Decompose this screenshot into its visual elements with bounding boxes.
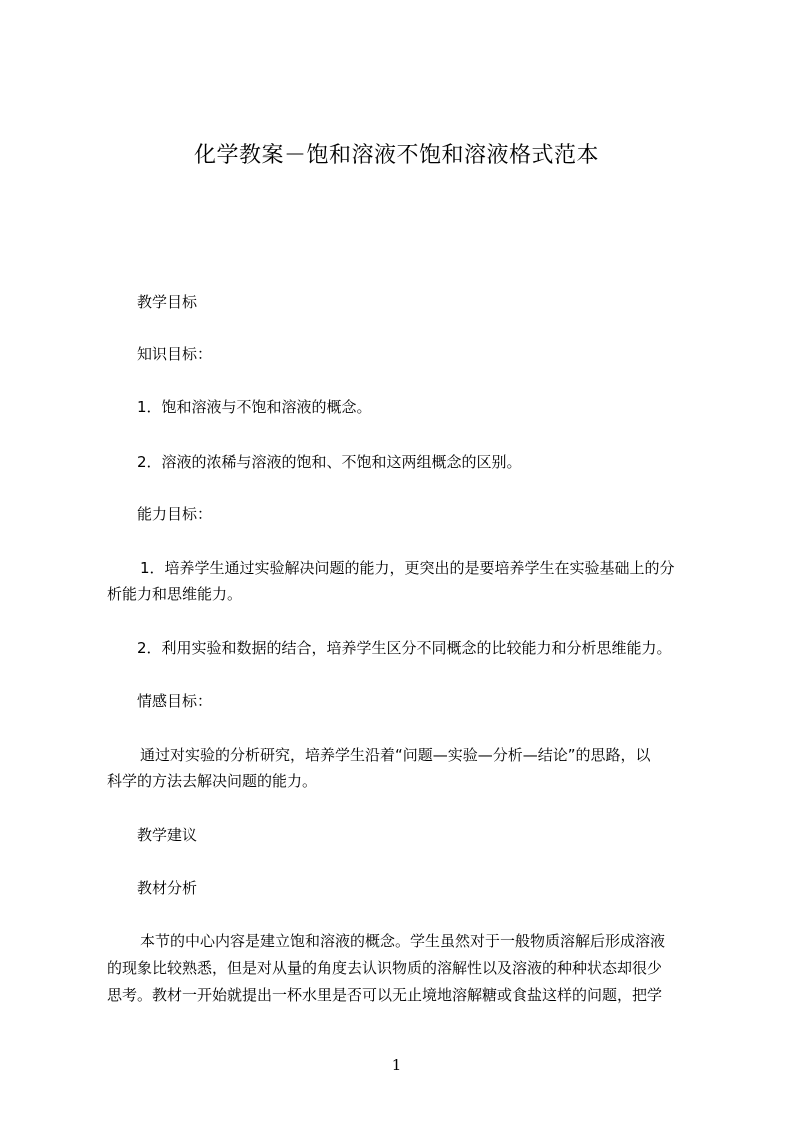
- emotional-paragraph-line-1: 通过对实验的分析研究，培养学生沿着“问题—实验—分析—结论”的思路，以: [140, 746, 651, 764]
- knowledge-item-1: 1．饱和溶液与不饱和溶液的概念。: [137, 398, 372, 416]
- document-title: 化学教案－饱和溶液不饱和溶液格式范本: [193, 143, 599, 168]
- emotional-paragraph-line-2: 科学的方法去解决问题的能力。: [107, 772, 318, 790]
- analysis-paragraph-line-3: 思考。教材一开始就提出一杯水里是否可以无止境地溶解糖或食盐这样的问题，把学: [107, 986, 663, 1004]
- heading-emotional-objectives: 情感目标：: [137, 692, 213, 710]
- page-number: 1: [391, 1056, 402, 1074]
- heading-teaching-objectives: 教学目标: [137, 293, 198, 311]
- heading-teaching-suggestions: 教学建议: [137, 826, 198, 844]
- heading-textbook-analysis: 教材分析: [137, 879, 198, 897]
- heading-ability-objectives: 能力目标：: [137, 505, 213, 523]
- knowledge-item-2: 2．溶液的浓稀与溶液的饱和、不饱和这两组概念的区别。: [137, 453, 522, 471]
- analysis-paragraph-line-2: 的现象比较熟悉，但是对从量的角度去认识物质的溶解性以及溶液的种种状态却很少: [107, 959, 663, 977]
- heading-knowledge-objectives: 知识目标：: [137, 345, 213, 363]
- analysis-paragraph-line-1: 本节的中心内容是建立饱和溶液的概念。学生虽然对于一般物质溶解后形成溶液: [140, 932, 666, 950]
- ability-item-1-line-1: 1．培养学生通过实验解决问题的能力，更突出的是要培养学生在实验基础上的分: [140, 559, 675, 577]
- ability-item-2: 2．利用实验和数据的结合，培养学生区分不同概念的比较能力和分析思维能力。: [137, 639, 672, 657]
- ability-item-1-line-2: 析能力和思维能力。: [107, 585, 243, 603]
